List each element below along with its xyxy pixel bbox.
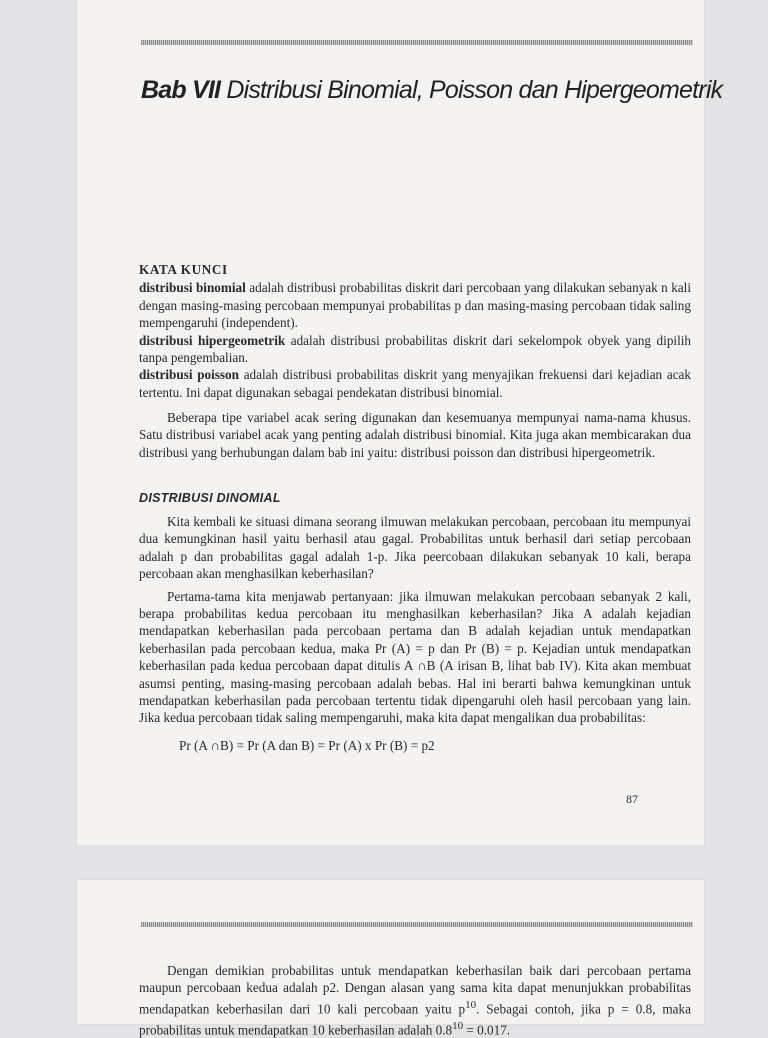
section-heading: DISTRIBUSI DINOMIAL [139,491,281,505]
key-term-poisson [139,366,691,401]
body-paragraph: Pertama-tama kita menjawab pertanyaan: jika ilmuwan melakukan percobaan sebanyak 2 kali, berapa probabilitas kedua percobaan itu menghasilkan keberhasilan? Jika A adalah kejadian mendapatkan keberhasilan pada percobaan pertama dan B adalah kejadian untuk mendapatkan keberhasilan pada percobaan kedua, maka Pr (A) = p dan Pr (B) = p. Kejadian untuk mendapatkan keberhasilan pada kedua percobaan dapat ditulis A ∩B (A irisan B, lihat bab IV). Kita akan membuat asumsi penting, masing-masing percobaan adalah bebas. Hal ini berarti bahwa kemungkinan untuk mendapatkan keberhasilan pada percobaan tertentu tidak dipengaruhi oleh hasil percobaan yang lain. Jika kedua percobaan tidak saling mempengaruhi, maka kita dapat mengalikan dua probabilitas: [139,588,691,726]
chapter-name: Distribusi Binomial, Poisson dan Hipergeometrik [226,76,723,104]
key-term-label: distribusi poisson [139,367,239,383]
header-rule [141,40,693,45]
text-run: . Sebagai contoh, jika p = 0.8, maka probabilitas untuk mendapatkan 10 keberhasilan adalah 0.8 [139,1001,691,1037]
exponent: 10 [465,998,477,1011]
key-term-definition: adalah distribusi probabilitas diskrit dari percobaan yang dilakukan sebanyak n kali dengan masing-masing percobaan mempunyai probabilitas p dan masing-masing percobaan tidak saling mempengaruhi (independent). [139,280,691,331]
key-terms-box [139,261,691,401]
section-body [139,513,691,727]
exponent: 10 [452,1019,464,1032]
key-term-label: distribusi hipergeometrik [139,332,286,348]
key-term-definition: adalah distribusi probabilitas diskrit dari sekelompok obyek yang dipilih tanpa pengembalian. [139,332,691,366]
probability-formula: Pr (A ∩B) = Pr (A dan B) = Pr (A) x Pr (B) = p2 [179,738,435,753]
body-paragraph: Kita kembali ke situasi dimana seorang ilmuwan melakukan percobaan, percobaan itu mempunyai dua kemungkinan hasil yaitu berhasil atau gagal. Probabilitas untuk berhasil dari setiap percobaan adalah p dan probabilitas gagal adalah 1-p. Jika peercobaan dilakukan sebanyak 10 kali, berapa percobaan akan menghasilkan keberhasilan? [139,514,691,582]
key-term-binomial [139,279,691,331]
intro-section [139,409,691,461]
header-rule [141,922,693,927]
text-run: = 0.017. [463,1022,511,1037]
chapter-number: Bab VII [141,76,221,104]
chapter-title [141,76,723,105]
key-term-label: distribusi binomial [139,280,246,296]
book-page-next [77,880,704,1037]
key-terms-heading: KATA KUNCI [139,262,228,277]
text-run: Dengan demikian probabilitas untuk mendapatkan keberhasilan baik dari percobaan pertama maupun percobaan kedua adalah p2. Dengan alasan yang sama kita dapat menunjukkan probabilitas mendapatkan keberhasilan dari 10 kali percobaan yaitu p [139,963,691,1017]
key-term-hypergeometric [139,332,691,367]
continuation-text [139,962,691,1038]
body-paragraph [139,962,691,1038]
intro-paragraph: Beberapa tipe variabel acak sering digunakan dan kesemuanya mempunyai nama-nama khusus. Satu distribusi variabel acak yang penting adalah distribusi binomial. Kita juga akan membicarakan dua distribusi yang berhubungan dalam bab ini yaitu: distribusi poisson dan distribusi hipergeometrik. [139,410,691,460]
key-term-definition: adalah distribusi probabilitas diskrit yang menyajikan frekuensi dari kejadian acak tertentu. Ini dapat digunakan sebagai pendekatan distribusi binomial. [139,367,692,400]
page-number: 87 [626,792,638,806]
book-page-87 [77,0,723,845]
